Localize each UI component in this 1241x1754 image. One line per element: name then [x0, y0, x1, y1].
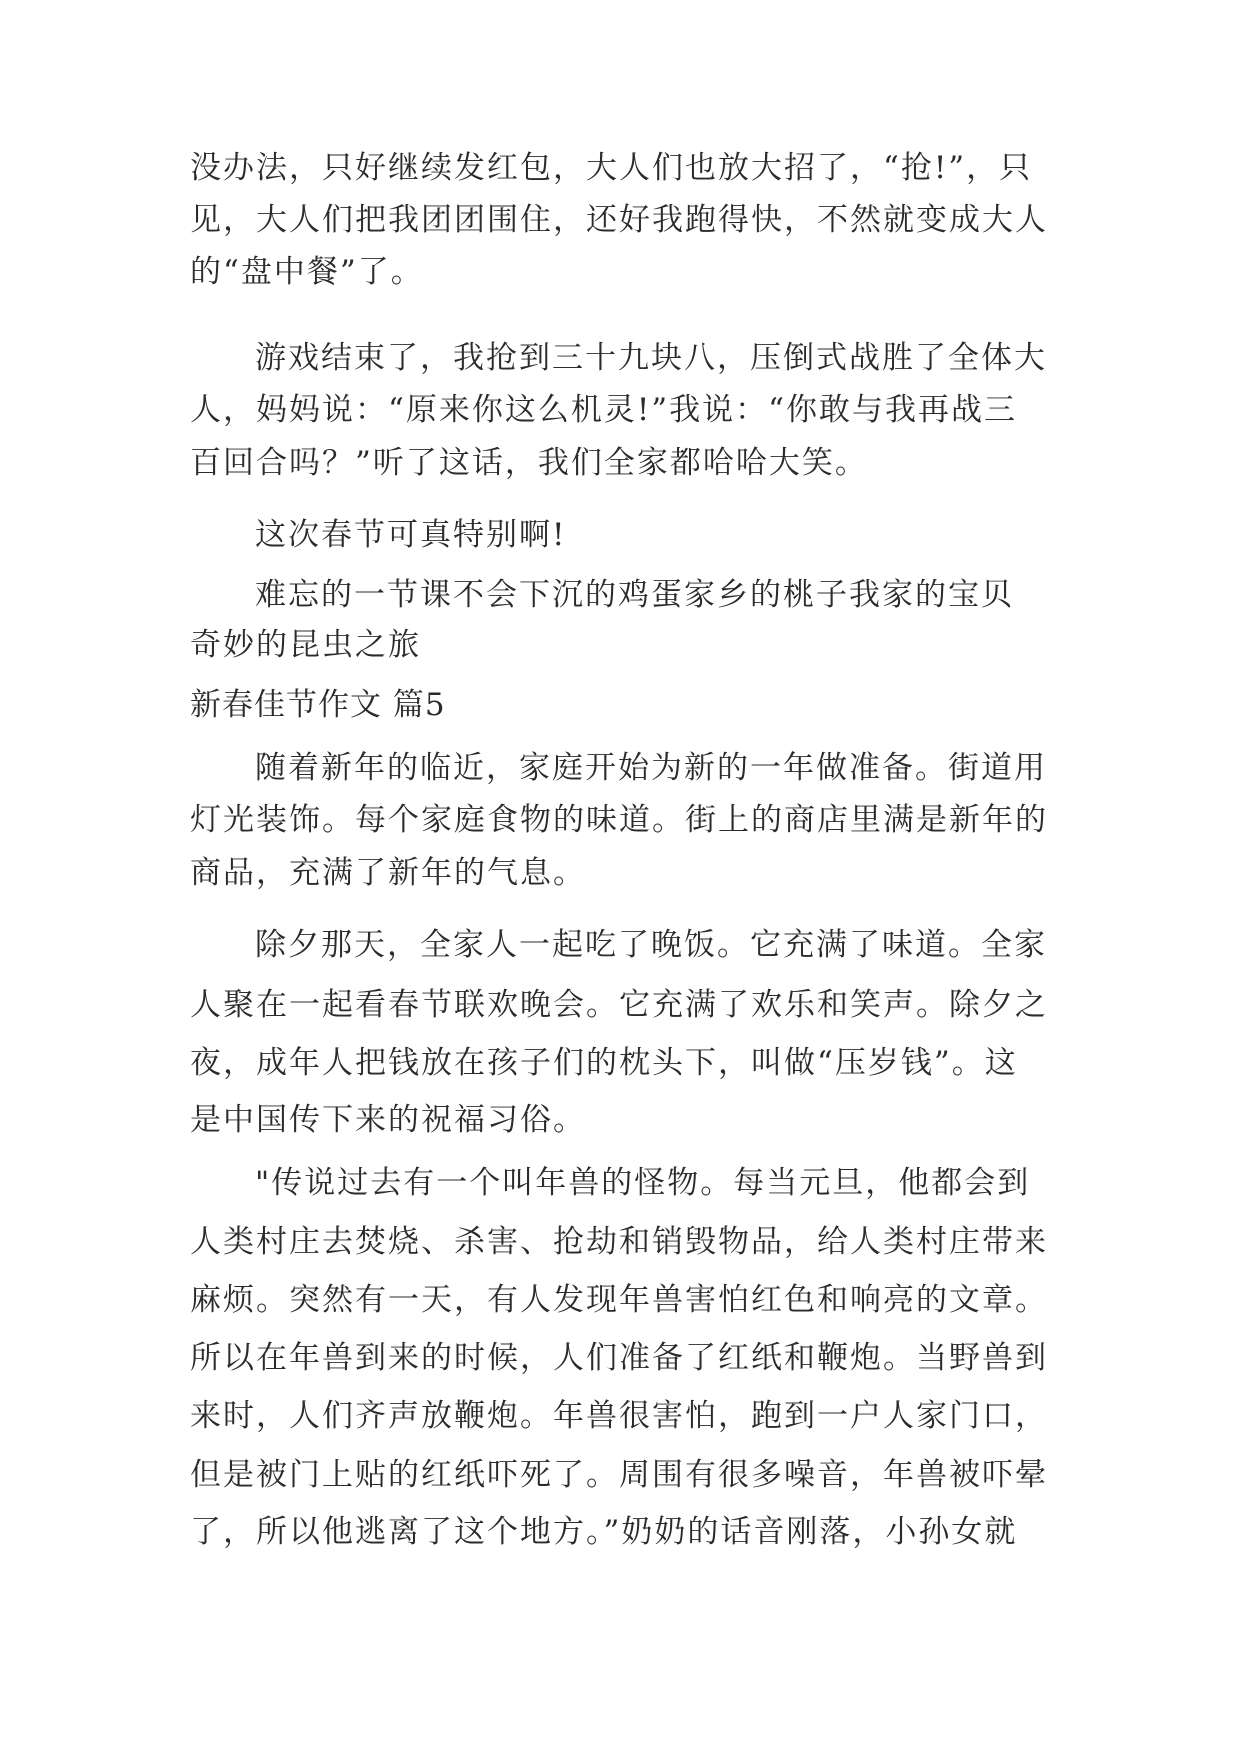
paragraph-line: 夜，成年人把钱放在孩子们的枕头下，叫做“压岁钱”。这: [190, 1045, 1018, 1081]
paragraph-line: 商品，充满了新年的气息。: [190, 855, 586, 891]
paragraph-line: 人类村庄去焚烧、杀害、抢劫和销毁物品，给人类村庄带来: [190, 1224, 1048, 1260]
paragraph-line: 见，大人们把我团团围住，还好我跑得快，不然就变成大人: [190, 202, 1048, 238]
paragraph-line: 难忘的一节课不会下沉的鸡蛋家乡的桃子我家的宝贝: [255, 577, 1014, 613]
paragraph-line: 麻烦。突然有一天，有人发现年兽害怕红色和响亮的文章。: [190, 1282, 1048, 1318]
paragraph-line: "传说过去有一个叫年兽的怪物。每当元旦，他都会到: [255, 1165, 1031, 1201]
paragraph-line: 了，所以他逃离了这个地方。”奶奶的话音刚落，小孙女就: [190, 1514, 1018, 1550]
paragraph-line: 游戏结束了，我抢到三十九块八，压倒式战胜了全体大: [255, 340, 1047, 376]
paragraph-line: 但是被门上贴的红纸吓死了。周围有很多噪音，年兽被吓晕: [190, 1457, 1048, 1493]
paragraph-line: 这次春节可真特别啊!: [255, 517, 567, 553]
paragraph-line: 人聚在一起看春节联欢晚会。它充满了欢乐和笑声。除夕之: [190, 987, 1048, 1023]
paragraph-line: 人，妈妈说：“原来你这么机灵!”我说：“你敢与我再战三: [190, 392, 1017, 428]
paragraph-line: 的“盘中餐”了。: [190, 254, 424, 290]
paragraph-line: 灯光装饰。每个家庭食物的味道。街上的商店里满是新年的: [190, 802, 1048, 838]
paragraph-line: 随着新年的临近，家庭开始为新的一年做准备。街道用: [255, 750, 1047, 786]
paragraph-line: 是中国传下来的祝福习俗。: [190, 1102, 586, 1138]
paragraph-line: 没办法，只好继续发红包，大人们也放大招了，“抢!”，只: [190, 150, 1033, 186]
paragraph-line: 奇妙的昆虫之旅: [190, 627, 421, 663]
paragraph-line: 除夕那天，全家人一起吃了晚饭。它充满了味道。全家: [255, 927, 1047, 963]
paragraph-line: 百回合吗？”听了这话，我们全家都哈哈大笑。: [190, 445, 868, 481]
section-heading: 新春佳节作文 篇5: [190, 687, 446, 723]
paragraph-line: 所以在年兽到来的时候，人们准备了红纸和鞭炮。当野兽到: [190, 1340, 1048, 1376]
paragraph-line: 来时，人们齐声放鞭炮。年兽很害怕，跑到一户人家门口，: [190, 1398, 1048, 1434]
